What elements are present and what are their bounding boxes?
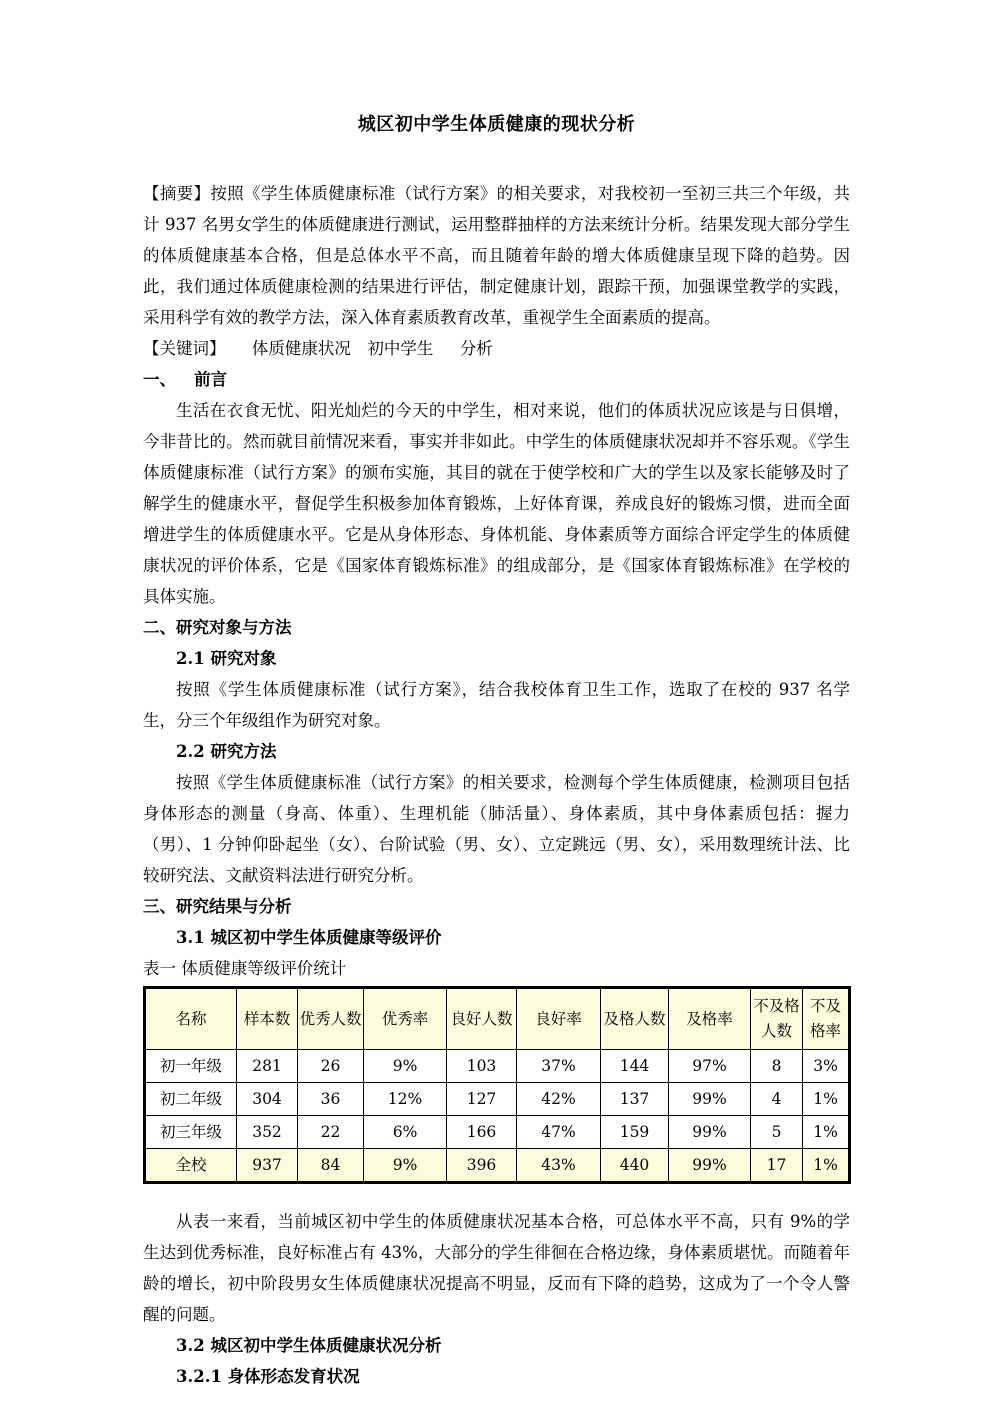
keyword-item-0: 体质健康状况 <box>251 339 351 358</box>
table-cell: 8 <box>751 1050 803 1083</box>
section-1-number: 一、 <box>143 370 176 389</box>
table-header-cell-5: 良好率 <box>517 988 601 1050</box>
section-3-1-paragraph: 从表一来看，当前城区初中学生的体质健康状况基本合格，可总体水平不高，只有 9%的学生达到优秀标准，良好标准占有 43%，大部分的学生徘徊在合格边缘，身体素质堪忧。而随着年龄的增长，初中阶段男女生体质健康状况提高不明显，反而有下降的趋势，这成为了一个令人警醒的问题。 <box>143 1212 850 1324</box>
table-cell: 36 <box>298 1083 364 1116</box>
table-header-cell-9: 不及格率 <box>803 988 850 1050</box>
table-header-cell-2: 优秀人数 <box>298 988 364 1050</box>
table-header-row <box>145 988 850 1050</box>
table-caption: 表一 体质健康等级评价统计 <box>143 959 347 978</box>
table-cell: 99% <box>669 1083 751 1116</box>
table-cell: 初一年级 <box>145 1050 237 1083</box>
table-header-cell-8: 不及格人数 <box>751 988 803 1050</box>
table-row <box>145 1116 850 1149</box>
table-cell: 17 <box>751 1149 803 1183</box>
section-heading-3: 三、研究结果与分析 <box>143 897 292 916</box>
abstract-label: 【摘要】 <box>143 184 211 203</box>
section-heading-2: 二、研究对象与方法 <box>143 618 292 637</box>
keywords-label: 【关键词】 <box>143 339 226 358</box>
table-cell: 84 <box>298 1149 364 1183</box>
table-cell: 47% <box>517 1116 601 1149</box>
table-cell: 26 <box>298 1050 364 1083</box>
table-cell: 9% <box>364 1050 447 1083</box>
table-header-cell-7: 及格率 <box>669 988 751 1050</box>
table-cell: 352 <box>237 1116 298 1149</box>
table-cell: 5 <box>751 1116 803 1149</box>
document-content <box>143 0 850 1392</box>
table-cell: 37% <box>517 1050 601 1083</box>
section-heading-3-2-1: 3.2.1 身体形态发育状况 <box>176 1367 360 1386</box>
keyword-item-1: 初中学生 <box>367 339 434 358</box>
table-cell: 144 <box>601 1050 669 1083</box>
table-cell: 281 <box>237 1050 298 1083</box>
section-heading-1 <box>143 364 850 395</box>
section-heading-2-2: 2.2 研究方法 <box>176 742 277 761</box>
table-cell: 6% <box>364 1116 447 1149</box>
section-heading-2-1: 2.1 研究对象 <box>176 649 277 668</box>
table-cell: 440 <box>601 1149 669 1183</box>
table-cell: 12% <box>364 1083 447 1116</box>
table-cell: 9% <box>364 1149 447 1183</box>
table-cell: 103 <box>447 1050 517 1083</box>
table-header-cell-6: 及格人数 <box>601 988 669 1050</box>
section-heading-3-2: 3.2 城区初中学生体质健康状况分析 <box>176 1336 442 1355</box>
table-cell: 99% <box>669 1149 751 1183</box>
table-cell: 22 <box>298 1116 364 1149</box>
table-header-cell-0: 名称 <box>145 988 237 1050</box>
page-title: 城区初中学生体质健康的现状分析 <box>357 114 636 135</box>
table-row <box>145 1083 850 1116</box>
section-1-title: 前言 <box>194 370 228 389</box>
table-header-cell-4: 良好人数 <box>447 988 517 1050</box>
abstract-paragraph <box>143 178 850 333</box>
table-cell: 304 <box>237 1083 298 1116</box>
table-cell: 初二年级 <box>145 1083 237 1116</box>
table-cell: 97% <box>669 1050 751 1083</box>
table-header-cell-3: 优秀率 <box>364 988 447 1050</box>
table-cell: 1% <box>803 1116 850 1149</box>
table-cell: 137 <box>601 1083 669 1116</box>
table-cell: 159 <box>601 1116 669 1149</box>
table-cell: 3% <box>803 1050 850 1083</box>
health-grade-statistics-table <box>143 986 851 1184</box>
table-cell: 396 <box>447 1149 517 1183</box>
table-cell: 42% <box>517 1083 601 1116</box>
table-cell: 4 <box>751 1083 803 1116</box>
keywords-line <box>143 333 850 364</box>
table-cell: 初三年级 <box>145 1116 237 1149</box>
section-heading-3-1: 3.1 城区初中学生体质健康等级评价 <box>176 928 442 947</box>
table-row <box>145 1050 850 1083</box>
table-cell: 937 <box>237 1149 298 1183</box>
table-cell: 1% <box>803 1149 850 1183</box>
table-row-total <box>145 1149 850 1183</box>
table-cell: 1% <box>803 1083 850 1116</box>
table-cell: 43% <box>517 1149 601 1183</box>
table-header-cell-1: 样本数 <box>237 988 298 1050</box>
section-1-paragraph: 生活在衣食无忧、阳光灿烂的今天的中学生，相对来说，他们的体质状况应该是与日俱增，今非昔比的。然而就目前情况来看，事实并非如此。中学生的体质健康状况却并不容乐观。《学生体质健康标准（试行方案》的颁布实施，其目的就在于使学校和广大的学生以及家长能够及时了解学生的健康水平，督促学生积极参加体育锻炼，上好体育课，养成良好的锻炼习惯，进而全面增进学生的体质健康水平。它是从身体形态、身体机能、身体素质等方面综合评定学生的体质健康状况的评价体系，它是《国家体育锻炼标准》的组成部分，是《国家体育锻炼标准》在学校的具体实施。 <box>143 401 850 606</box>
section-2-1-paragraph: 按照《学生体质健康标准（试行方案》，结合我校体育卫生工作，选取了在校的 937 名学生，分三个年级组作为研究对象。 <box>143 680 850 730</box>
keyword-item-2: 分析 <box>459 339 493 358</box>
abstract-text: 按照《学生体质健康标准（试行方案》的相关要求，对我校初一至初三共三个年级，共计 937 名男女学生的体质健康进行测试，运用整群抽样的方法来统计分析。结果发现大部分学生的体质健康基本合格，但是总体水平不高，而且随着年龄的增大体质健康呈现下降的趋势。因此，我们通过体质健康检测的结果进行评估，制定健康计划，跟踪干预，加强课堂教学的实践，采用科学有效的教学方法，深入体育素质教育改革，重视学生全面素质的提高。 <box>143 184 851 327</box>
table-cell: 127 <box>447 1083 517 1116</box>
table-cell: 166 <box>447 1116 517 1149</box>
section-2-2-paragraph: 按照《学生体质健康标准（试行方案》的相关要求，检测每个学生体质健康，检测项目包括身体形态的测量（身高、体重）、生理机能（肺活量）、身体素质，其中身体素质包括：握力（男）、1 分钟仰卧起坐（女）、台阶试验（男、女）、立定跳远（男、女），采用数理统计法、比较研究法、文献资料法进行研究分析。 <box>143 773 850 885</box>
table-cell: 99% <box>669 1116 751 1149</box>
table-cell: 全校 <box>145 1149 237 1183</box>
